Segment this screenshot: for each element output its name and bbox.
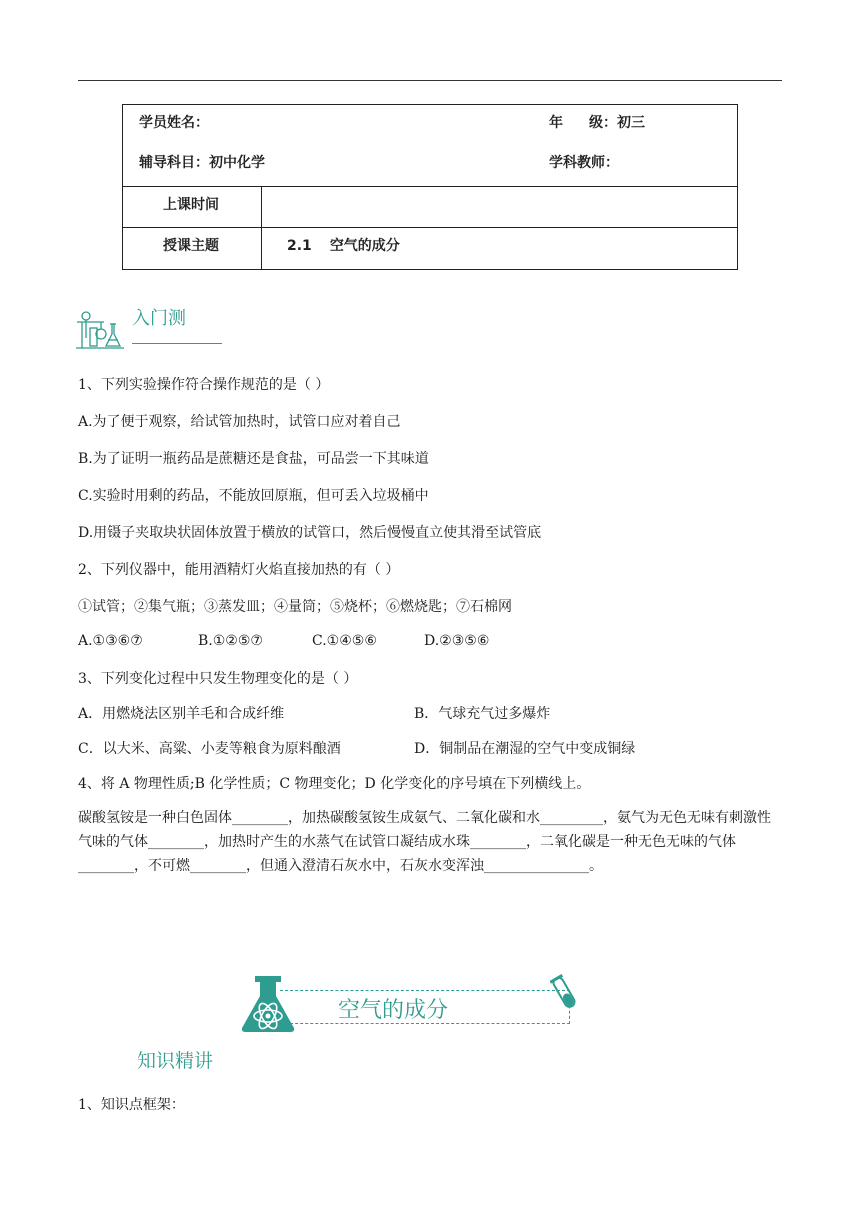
info-row-time bbox=[123, 187, 737, 228]
table-divider bbox=[261, 187, 262, 227]
lab-equipment-icon bbox=[74, 308, 126, 352]
topic-value bbox=[287, 235, 400, 255]
q2-option-c: C.①④⑤⑥ bbox=[312, 633, 377, 649]
info-row-student bbox=[123, 105, 737, 187]
framework-label: 1、知识点框架： bbox=[78, 1097, 185, 1113]
test-tube-icon bbox=[550, 974, 580, 1014]
student-name-label: 学员姓名： bbox=[139, 115, 209, 131]
q1-option-c: C.实验时用剩的药品，不能放回原瓶，但可丢入垃圾桶中 bbox=[78, 488, 429, 504]
table-divider bbox=[261, 228, 262, 269]
q1-stem: 1、下列实验操作符合操作规范的是（ ） bbox=[78, 377, 330, 393]
q2-option-b: B.①②⑤⑦ bbox=[198, 633, 263, 649]
q1-option-b: B.为了证明一瓶药品是蔗糖还是食盐，可品尝一下其味道 bbox=[78, 451, 429, 467]
topic-number: 2.1 bbox=[287, 238, 312, 254]
entry-test-underline bbox=[132, 343, 222, 344]
q3-option-d: D．铜制品在潮湿的空气中变成铜绿 bbox=[414, 741, 636, 757]
q3-option-b: B．气球充气过多爆炸 bbox=[414, 706, 551, 722]
grade-label-a: 年 bbox=[549, 115, 563, 131]
section-banner bbox=[240, 974, 580, 1034]
q2-option-d: D.②③⑤⑥ bbox=[424, 633, 490, 649]
class-time-label: 上课时间 bbox=[163, 197, 219, 213]
q4-paragraph: 碳酸氢铵是一种白色固体________，加热碳酸氢铵生成氨气、二氧化碳和水_________，氨气为无色无味有刺激性气味的气体________，加热时产生的水蒸气在试管口凝结成水珠________，二氧化碳是一种无色无味的气体________，不可燃________，但通入澄清石灰水中，石灰水变浑浊_______________。 bbox=[78, 810, 771, 874]
q2-option-a: A.①③⑥⑦ bbox=[78, 633, 143, 649]
knowledge-title: 知识精讲 bbox=[137, 1050, 214, 1072]
q3-option-a: A．用燃烧法区别羊毛和合成纤维 bbox=[78, 706, 285, 722]
q2-stem: 2、下列仪器中，能用酒精灯火焰直接加热的有（ ） bbox=[78, 562, 400, 578]
q3-option-c: C．以大米、高粱、小麦等粮食为原料酿酒 bbox=[78, 741, 341, 757]
topic-label: 授课主题 bbox=[163, 238, 219, 254]
q2-items: ①试管；②集气瓶；③蒸发皿；④量筒；⑤烧杯；⑥燃烧匙；⑦石棉网 bbox=[78, 599, 512, 615]
info-row-topic bbox=[123, 228, 737, 269]
q3-stem: 3、下列变化过程中只发生物理变化的是（ ） bbox=[78, 671, 358, 687]
grade-label bbox=[549, 112, 645, 132]
grade-label-b: 级：初三 bbox=[589, 115, 645, 131]
q4-stem: 4、将 A 物理性质;B 化学性质；C 物理变化；D 化学变化的序号填在下列横线上。 bbox=[78, 776, 591, 792]
q1-option-a: A.为了便于观察，给试管加热时，试管口应对着自己 bbox=[78, 414, 401, 430]
top-rule bbox=[78, 80, 782, 81]
teacher-label: 学科教师： bbox=[549, 155, 619, 171]
subject-label: 辅导科目：初中化学 bbox=[139, 155, 265, 171]
lesson-info-table bbox=[122, 104, 738, 270]
entry-test-title: 入门测 bbox=[132, 308, 186, 329]
section-title: 空气的成分 bbox=[338, 998, 449, 1023]
topic-text: 空气的成分 bbox=[329, 238, 400, 254]
q1-option-d: D.用镊子夹取块状固体放置于横放的试管口，然后慢慢直立使其滑至试管底 bbox=[78, 525, 542, 541]
